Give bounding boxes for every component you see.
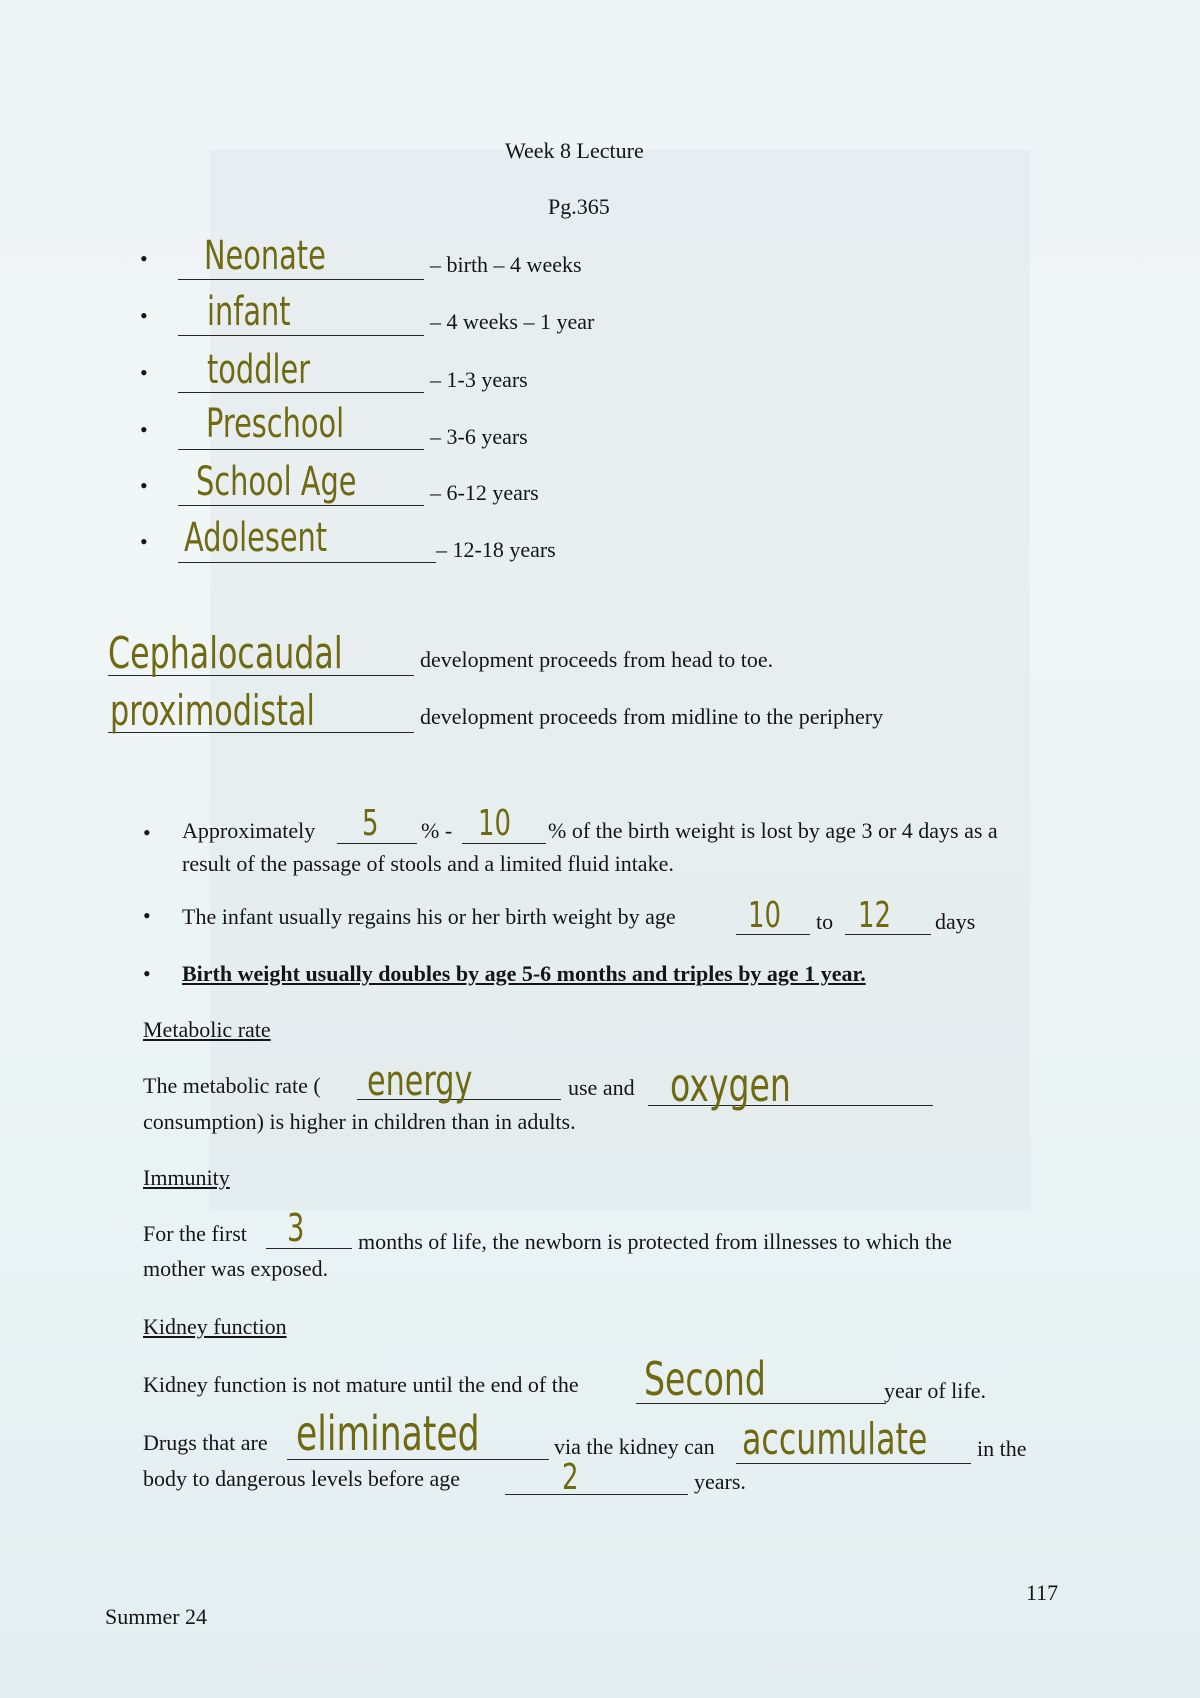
immunity-prefix: For the first: [143, 1221, 247, 1246]
weight-loss-line2: result of the passage of stools and a limited fluid intake.: [182, 851, 674, 876]
page-title: Week 8 Lecture: [505, 138, 644, 163]
weight-loss-prefix: Approximately: [182, 818, 316, 843]
answer-blank: [178, 562, 436, 563]
answer-blank: [266, 1248, 352, 1249]
answer-blank: [178, 335, 424, 336]
kidney-s2-mid: via the kidney can: [554, 1434, 715, 1459]
regain-prefix: The infant usually regains his or her birth weight by age: [182, 904, 676, 929]
kidney-s2-suffix: in the: [977, 1436, 1027, 1461]
bullet: •: [143, 961, 151, 986]
handwritten-answer: proximodistal: [110, 686, 315, 735]
age-range-label: – 4 weeks – 1 year: [430, 309, 595, 334]
bullet: •: [143, 903, 151, 928]
handwritten-answer: 10: [748, 895, 781, 936]
bullet: •: [140, 360, 148, 385]
weight-loss-suffix: % of the birth weight is lost by age 3 or 4 days as a: [548, 818, 998, 843]
metabolic-mid: use and: [568, 1075, 635, 1100]
kidney-s1-prefix: Kidney function is not mature until the end of the: [143, 1372, 579, 1397]
handwritten-answer: Adolesent: [184, 515, 328, 561]
handwritten-answer: 3: [287, 1206, 305, 1250]
age-range-label: – birth – 4 weeks: [430, 252, 582, 277]
answer-blank: [178, 279, 424, 280]
handwritten-answer: 12: [858, 895, 891, 936]
kidney-s2-prefix: Drugs that are: [143, 1430, 268, 1455]
footer-term: Summer 24: [105, 1604, 208, 1629]
handwritten-answer: 5: [362, 803, 379, 844]
age-range-label: – 1-3 years: [430, 367, 528, 392]
age-range-label: – 12-18 years: [436, 537, 556, 562]
answer-blank: [178, 505, 424, 506]
immunity-heading: Immunity: [143, 1165, 230, 1190]
age-range-label: – 3-6 years: [430, 424, 528, 449]
handwritten-answer: infant: [207, 289, 291, 335]
regain-mid: to: [816, 909, 834, 934]
handwritten-answer: eliminated: [296, 1406, 480, 1462]
handwritten-answer: toddler: [207, 347, 311, 393]
kidney-s2-line2-prefix: body to dangerous levels before age: [143, 1466, 461, 1491]
kidney-heading: Kidney function: [143, 1314, 287, 1339]
handwritten-answer: Cephalocaudal: [108, 628, 343, 679]
metabolic-heading: Metabolic rate: [143, 1017, 271, 1042]
weight-loss-mid: % -: [421, 818, 453, 843]
bullet: •: [140, 473, 148, 498]
bullet: •: [140, 303, 148, 328]
handwritten-answer: 10: [478, 803, 511, 844]
development-text: development proceeds from midline to the periphery: [420, 704, 884, 729]
immunity-line2: mother was exposed.: [143, 1256, 329, 1281]
regain-suffix: days: [935, 909, 976, 934]
handwritten-answer: 2: [562, 1457, 579, 1498]
bullet: •: [140, 529, 148, 554]
development-text: development proceeds from head to toe.: [420, 647, 774, 672]
handwritten-answer: Neonate: [204, 233, 326, 279]
immunity-suffix: months of life, the newborn is protected from illnesses to which the: [358, 1229, 952, 1254]
bleed-through-shadow: [210, 150, 1030, 1210]
bullet: •: [143, 820, 151, 845]
handwritten-answer: School Age: [196, 459, 357, 505]
kidney-s2-line2-suffix: years.: [694, 1469, 746, 1494]
handwritten-answer: Preschool: [206, 401, 345, 447]
handwritten-answer: oxygen: [670, 1058, 791, 1112]
handwritten-answer: Second: [644, 1352, 766, 1406]
page-number: 117: [1026, 1580, 1059, 1605]
bullet: •: [140, 417, 148, 442]
answer-blank: [178, 449, 424, 450]
handwritten-answer: energy: [367, 1056, 473, 1105]
answer-blank: [505, 1494, 688, 1495]
bullet: •: [140, 246, 148, 271]
page-reference: Pg.365: [548, 194, 610, 219]
birth-weight-statement: Birth weight usually doubles by age 5-6 months and triples by age 1 year.: [182, 961, 866, 986]
handwritten-answer: accumulate: [742, 1414, 928, 1465]
metabolic-prefix: The metabolic rate (: [143, 1073, 321, 1098]
kidney-s1-suffix: year of life.: [884, 1378, 986, 1403]
age-range-label: – 6-12 years: [430, 480, 539, 505]
metabolic-line2: consumption) is higher in children than in adults.: [143, 1109, 576, 1134]
